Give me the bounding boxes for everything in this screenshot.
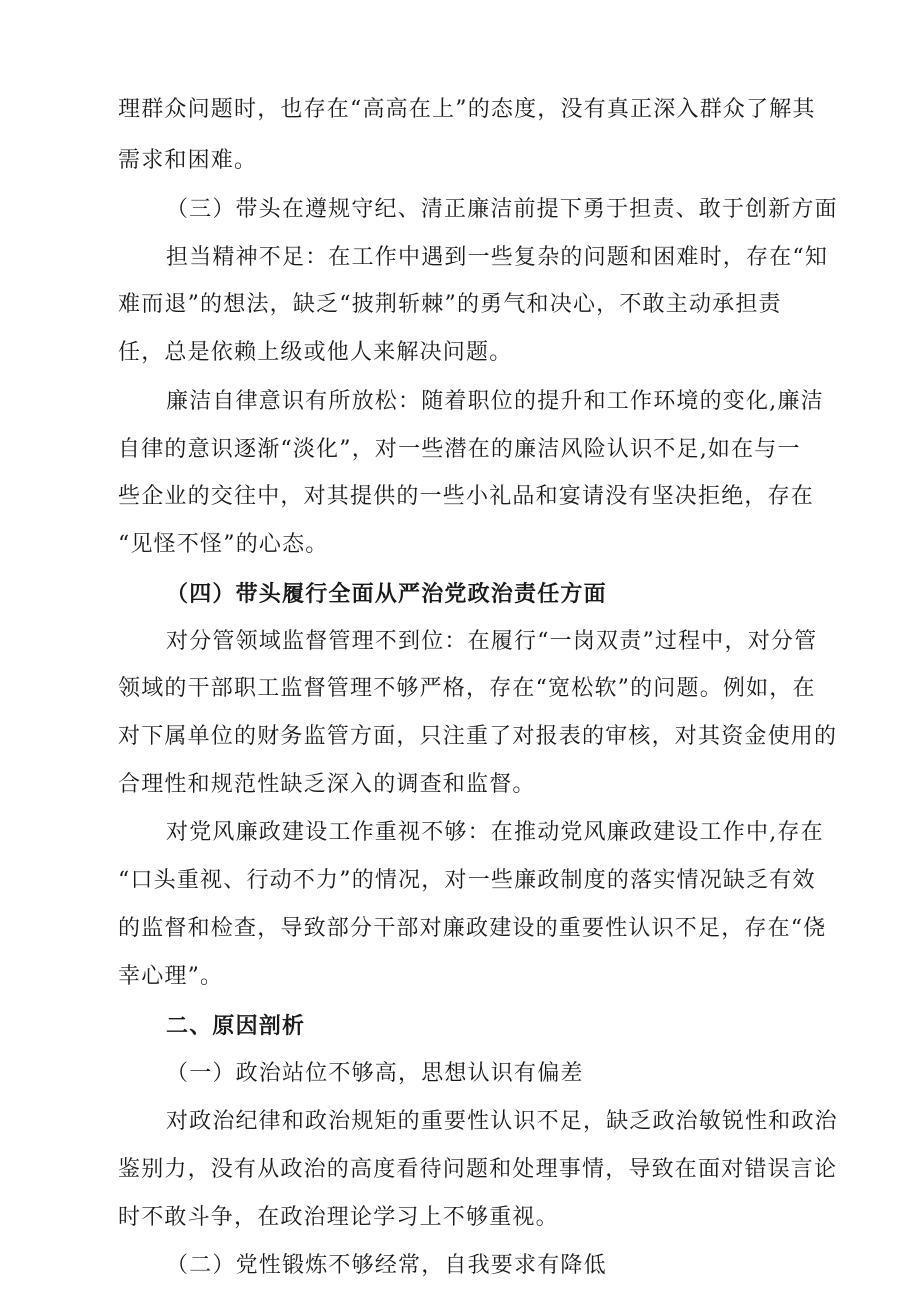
body-line: 自律的意识逐渐“淡化”，对一些潜在的廉洁风险认识不足,如在与一 [118, 437, 801, 462]
body-line: 难而退”的想法，缺乏“披荆斩棘”的勇气和决心，不敢主动承担责 [118, 292, 782, 317]
body-line: 合理性和规范性缺乏深入的调查和监督。 [118, 772, 536, 797]
subsection-heading: （二）党性锻炼不够经常，自我要求有降低 [166, 1253, 607, 1278]
section-heading: 二、原因剖析 [166, 1013, 306, 1039]
body-line: 鉴别力，没有从政治的高度看待问题和处理事情，导致在面对错误言论 [118, 1157, 838, 1182]
body-line: 时不敢斗争，在政治理论学习上不够重视。 [118, 1205, 559, 1230]
body-line: 对下属单位的财务监管方面，只注重了对报表的审核，对其资金使用的 [118, 724, 838, 749]
subsection-heading: （四）带头履行全面从严治党政治责任方面 [166, 581, 607, 607]
body-line: 对分管领域监督管理不到位：在履行“一岗双责”过程中，对分管 [166, 629, 818, 654]
body-line: 对政治纪律和政治规矩的重要性认识不足，缺乏政治敏锐性和政治 [166, 1109, 838, 1134]
body-line: “口头重视、行动不力”的情况，对一些廉政制度的落实情况缺乏有效 [118, 868, 816, 893]
body-line: 幸心理”。 [118, 964, 224, 989]
body-line: 廉洁自律意识有所放松：随着职位的提升和工作环境的变化,廉洁 [166, 389, 824, 414]
body-line: 需求和困难。 [118, 148, 258, 173]
body-line: 的监督和检查，导致部分干部对廉政建设的重要性认识不足，存在“侥 [118, 916, 827, 941]
body-line: 领域的干部职工监督管理不够严格，存在“宽松软”的问题。例如，在 [118, 676, 816, 701]
body-line: 些企业的交往中，对其提供的一些小礼品和宴请没有坚决拒绝，存在 [118, 484, 815, 509]
body-line: 对党风廉政建设工作重视不够：在推动党风廉政建设工作中,存在 [166, 820, 824, 845]
body-line: 理群众问题时，也存在“高高在上”的态度，没有真正深入群众了解其 [118, 97, 816, 122]
subsection-heading: （一）政治站位不够高，思想认识有偏差 [166, 1061, 584, 1086]
body-line: “见怪不怪”的心态。 [118, 532, 329, 557]
body-line: 担当精神不足：在工作中遇到一些复杂的问题和困难时，存在“知 [166, 245, 829, 270]
subsection-heading: （三）带头在遵规守纪、清正廉洁前提下勇于担责、敢于创新方面 [166, 197, 838, 222]
body-line: 任，总是依赖上级或他人来解决问题。 [118, 340, 513, 365]
